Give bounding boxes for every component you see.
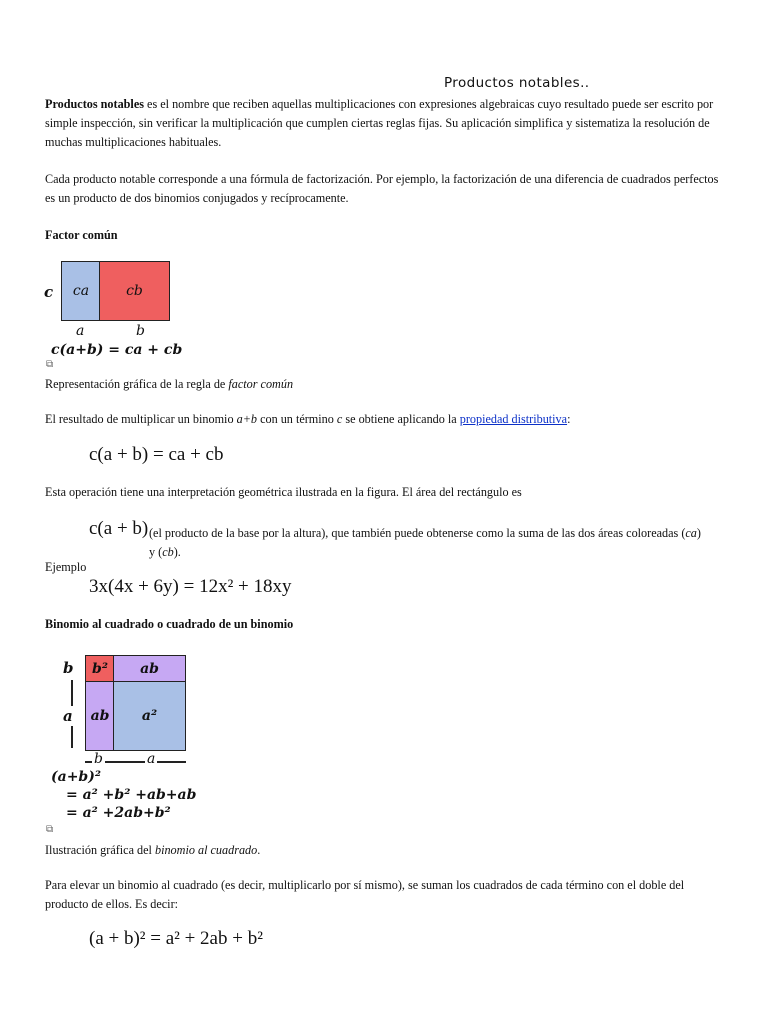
- figure2-side-a: a: [63, 707, 73, 725]
- figure1-formula: c(a+b) = ca + cb: [51, 342, 183, 358]
- figure1-side-c: c: [44, 283, 54, 301]
- figure2-eq2: = a² +b² +ab+ab: [66, 787, 197, 803]
- intro-text: es el nombre que reciben aquellas multiplicaciones con expresiones algebraicas cuyo resultado puede ser escrito por simple inspección, sin verificar la multiplicación que cumplen ciertas reglas fijas. Su aplicación simplifica y sistematiza la resolución de muchas multiplicaciones habituales.: [45, 97, 714, 149]
- figure1-caption-italic: factor común: [228, 377, 294, 391]
- text-span: cb: [162, 545, 174, 559]
- text-span: con un término: [257, 412, 337, 426]
- text-span: a+b: [236, 412, 258, 426]
- distributive-paragraph: [45, 410, 735, 429]
- figure2-caption: [45, 841, 260, 860]
- figure2-box-a2: a²: [113, 681, 186, 751]
- formula-area: c(a + b): [89, 518, 149, 539]
- heading-binomio-cuadrado: Binomio al cuadrado o cuadrado de un binomio: [45, 617, 294, 631]
- figure2-eq1: (a+b)²: [51, 769, 101, 785]
- figure1-caption-text: Representación gráfica de la regla de: [45, 377, 229, 391]
- intro-paragraph: [45, 95, 725, 152]
- heading-factor-comun: Factor común: [45, 228, 118, 242]
- figure1-label-b: b: [136, 323, 145, 339]
- figure-expand-icon[interactable]: ⧉: [46, 359, 54, 370]
- distributive-property-link[interactable]: propiedad distributiva: [459, 412, 568, 426]
- figure2-box-b2: b²: [85, 655, 115, 683]
- text-span: se obtiene aplicando la: [342, 412, 460, 426]
- text-span: binomio al cuadrado: [154, 843, 258, 857]
- text-span: c: [336, 412, 343, 426]
- figure2-bottom-a: a: [147, 751, 156, 767]
- paragraph-2: Cada producto notable corresponde a una fórmula de factorización. Por ejemplo, la factorización de una diferencia de cuadrados perfectos es un producto de dos binomios conjugados y recíprocamente.: [45, 172, 719, 205]
- area-explanation: [149, 524, 709, 562]
- figure2-box-ab-top: ab: [113, 655, 186, 683]
- binomial-square-paragraph: Para elevar un binomio al cuadrado (es decir, multiplicarlo por sí mismo), se suman los cuadrados de cada término con el doble del producto de ellos. Es decir:: [45, 878, 685, 911]
- figure2-bottom-b: b: [94, 751, 103, 767]
- text-span: Ilustración gráfica del: [45, 843, 155, 857]
- figure1-box-cb: cb: [99, 261, 170, 321]
- formula-binomial-square: (a + b)² = a² + 2ab + b²: [89, 928, 263, 949]
- figure1-label-a: a: [76, 323, 85, 339]
- text-span: ca: [685, 526, 697, 540]
- intro-bold: Productos notables: [45, 97, 144, 111]
- figure1-box-ca: ca: [61, 261, 101, 321]
- text-span: ).: [173, 545, 181, 559]
- example-label: Ejemplo: [45, 560, 87, 574]
- page-title: Productos notables..: [444, 75, 590, 91]
- figure2-box-ab-left: ab: [85, 681, 115, 751]
- figure2-eq3: = a² +2ab+b²: [66, 805, 171, 821]
- text-span: El resultado de multiplicar un binomio: [45, 412, 237, 426]
- figure2-side-b: b: [63, 659, 74, 677]
- geometric-paragraph: Esta operación tiene una interpretación geométrica ilustrada en la figura. El área del rectángulo es: [45, 485, 522, 499]
- text-span: .: [257, 843, 261, 857]
- figure1-caption: [45, 375, 293, 394]
- formula-distributive: c(a + b) = ca + cb: [89, 444, 224, 465]
- text-span: ) y (: [149, 526, 701, 559]
- figure-expand-icon[interactable]: ⧉: [46, 824, 54, 835]
- example-formula: 3x(4x + 6y) = 12x² + 18xy: [89, 576, 292, 597]
- text-span: (el producto de la base por la altura), que también puede obtenerse como la suma de las dos áreas coloreadas (: [149, 526, 686, 540]
- text-span: :: [567, 412, 571, 426]
